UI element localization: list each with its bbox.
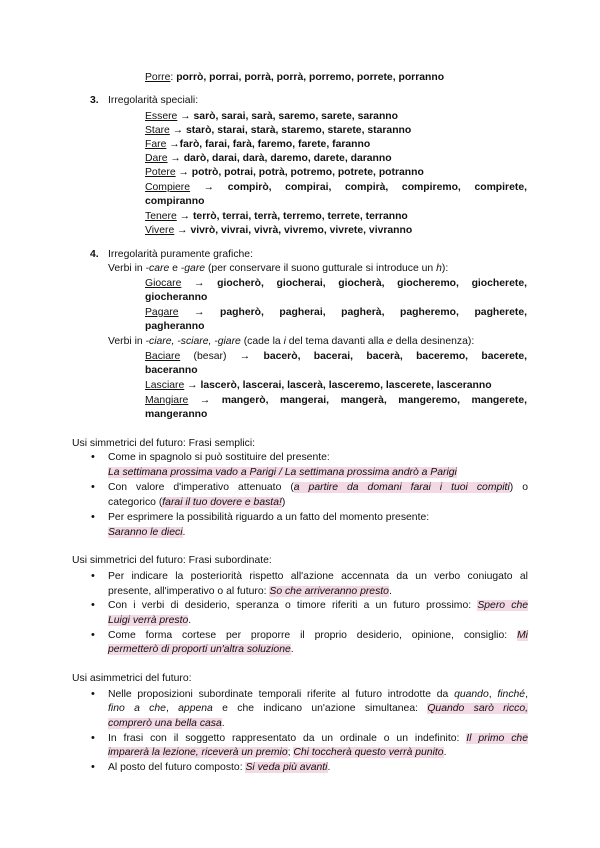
text: ,	[488, 689, 498, 700]
verb-name: Giocare	[145, 278, 182, 289]
example-highlight: La settimana prossima vado a Parigi / La settimana prossima andrò a Parigi	[108, 467, 457, 478]
text: ,	[525, 689, 528, 700]
verb-forms: potrò, potrai, potrà, potremo, potrete, potranno	[191, 167, 424, 178]
text-italic: quando	[454, 689, 489, 700]
sub-b2-line2	[108, 614, 191, 627]
text: Con i verbi di desiderio, speranza o timore riferiti a un futuro prossimo:	[108, 600, 478, 611]
text: (cade la	[240, 336, 284, 347]
verb-forms: giocherò, giocherai, giocherà, giocheremo, giocherete,	[217, 278, 528, 289]
verb-row-baciare	[145, 350, 527, 363]
heading-subordinate: Usi simmetrici del futuro: Frasi subordinate:	[72, 555, 272, 566]
text: presente, all'imperativo o al futuro:	[108, 586, 270, 597]
sub-b3-line2	[108, 643, 294, 656]
asym-b1-line3	[108, 717, 225, 730]
example-highlight: imparerà la lezione, riceverà un premio	[108, 747, 288, 758]
text: Verbi in	[108, 336, 146, 347]
text: (per conservare il suono gutturale si introduce un	[205, 263, 437, 274]
verb-row-essere	[145, 110, 398, 123]
verb-name: Dare	[145, 153, 168, 164]
verb-forms: compirò, compirai, compirà, compiremo, compirete,	[227, 182, 527, 193]
text-italic: e	[386, 336, 393, 347]
verb-row-porre	[145, 71, 444, 84]
verb-row-compiere	[145, 181, 527, 194]
section-title-3: Irregolarità speciali:	[108, 95, 199, 106]
bullet-icon: •	[91, 599, 95, 611]
example-highlight: Si veda più avanti	[245, 762, 328, 773]
arrow-icon: →	[177, 225, 188, 236]
verb-note: (besar)	[180, 351, 240, 362]
verb-name: Porre	[145, 72, 171, 83]
verb-forms: sarò, sarai, sarà, saremo, sarete, saranno	[193, 111, 398, 122]
bullet-icon: •	[91, 629, 95, 641]
text: della desinenza):	[392, 336, 475, 347]
example-highlight: Quando sarò ricco,	[427, 703, 528, 714]
verb-row-tenere	[145, 210, 408, 223]
text: e che indicano un'azione simultanea:	[212, 703, 428, 714]
example-highlight: Saranno le dieci	[108, 527, 183, 538]
text: .	[290, 644, 294, 655]
example-highlight: permetterò di proporti un'altra soluzione	[108, 644, 291, 655]
verb-row-pagare	[145, 306, 527, 319]
verb-forms: pagheranno	[145, 321, 205, 332]
verb-name: Tenere	[145, 211, 177, 222]
verb-row-mangiare	[145, 394, 527, 407]
sub-b3-line1	[108, 629, 528, 642]
verb-row-giocare-cont	[145, 291, 207, 304]
text-italic: appena	[178, 703, 213, 714]
arrow-icon: →	[187, 380, 198, 391]
verb-forms: compiranno	[145, 196, 205, 207]
sub-b1-line1: Per indicare la posteriorità rispetto all'azione accennata da un verbo coniugato al	[108, 571, 528, 582]
verb-name: Mangiare	[145, 395, 189, 406]
asym-b1-line2	[108, 702, 528, 715]
verb-row-dare	[145, 152, 392, 165]
sub-b2-line1	[108, 599, 528, 612]
arrow-icon: →	[203, 182, 215, 193]
example-highlight: Il primo che	[466, 733, 528, 744]
text-italic: i	[283, 336, 286, 347]
verb-row-mangiare-cont	[145, 408, 207, 421]
text: .	[188, 615, 192, 626]
verb-row-baciare-cont	[145, 364, 198, 377]
verb-forms: terrò, terrai, terrà, terremo, terrete, terranno	[192, 211, 408, 222]
simple-b3-example	[108, 526, 185, 539]
text: Nelle proposizioni subordinate temporali riferite al futuro introdotte da	[108, 689, 455, 700]
verb-forms: mangeranno	[145, 409, 208, 420]
verb-name: Vivere	[145, 225, 175, 236]
text: Con valore d'imperativo attenuato (	[108, 482, 294, 493]
text: categorico (	[108, 497, 163, 508]
text-italic: fino a che	[108, 703, 166, 714]
separator: :	[170, 72, 177, 83]
simple-b1-text: Come in spagnolo si può sostituire del presente:	[108, 452, 330, 463]
verb-forms: bacerò, bacerai, bacerà, baceremo, bacerete,	[263, 351, 528, 362]
intro-care-gare	[108, 262, 448, 275]
arrow-icon: →	[169, 139, 180, 150]
intro-ciare	[108, 335, 474, 348]
verb-forms: baceranno	[145, 365, 198, 376]
simple-b3-text: Per esprimere la possibilità riguardo a un fatto del momento presente:	[108, 512, 430, 523]
text: Come forma cortese per proporre il proprio desiderio, opinione, consiglio:	[108, 630, 518, 641]
example-highlight: Mi	[517, 630, 528, 641]
bullet-icon: •	[91, 511, 95, 523]
text: Al posto del futuro composto:	[108, 762, 246, 773]
bullet-icon: •	[91, 570, 95, 582]
verb-row-giocare	[145, 277, 527, 290]
section-number-4: 4.	[90, 249, 99, 260]
text: .	[221, 718, 225, 729]
verb-row-pagare-cont	[145, 320, 204, 333]
example-highlight: So che arriveranno presto	[269, 586, 389, 597]
verb-name: Stare	[145, 125, 170, 136]
text: In frasi con il soggetto rappresentato da un ordinale o un indefinito:	[108, 733, 467, 744]
arrow-icon: →	[194, 278, 205, 289]
arrow-icon: →	[179, 211, 191, 222]
example-highlight: Chi toccherà questo verrà punito	[293, 747, 444, 758]
text-italic: finché	[497, 689, 526, 700]
simple-b2-line2	[108, 496, 285, 509]
verb-name: Fare	[145, 139, 167, 150]
verb-row-stare	[145, 124, 411, 137]
verb-name: Baciare	[145, 351, 181, 362]
example-highlight: Spero che	[477, 600, 529, 611]
text: ,	[165, 703, 179, 714]
arrow-icon: →	[178, 167, 189, 178]
verb-name: Potere	[145, 167, 176, 178]
text-italic: -care	[145, 263, 170, 274]
verb-forms: pagherò, pagherai, pagherà, pagheremo, pagherete,	[220, 307, 527, 318]
verb-row-vivere	[145, 224, 412, 237]
section-number-3: 3.	[90, 95, 99, 106]
text: del tema davanti alla	[285, 336, 387, 347]
example-highlight: comprerò una bella casa	[108, 718, 222, 729]
example-highlight: farai il tuo dovere e basta!	[162, 497, 282, 508]
simple-b1-example	[108, 466, 457, 479]
arrow-icon: →	[239, 351, 251, 362]
bullet-icon: •	[91, 732, 95, 744]
verb-name: Essere	[145, 111, 178, 122]
verb-forms: vivrò, vivrai, vivrà, vivremo, vivrete, vivranno	[190, 225, 413, 236]
text: )	[281, 497, 286, 508]
text: ;	[287, 747, 294, 758]
verb-forms: farò, farai, farà, faremo, farete, faranno	[179, 139, 371, 150]
verb-name: Pagare	[145, 307, 179, 318]
verb-name: Compiere	[145, 182, 191, 193]
text: .	[327, 762, 331, 773]
heading-asymmetric: Usi asimmetrici del futuro:	[72, 673, 192, 684]
asym-b2-line2	[108, 746, 446, 759]
arrow-icon: →	[170, 153, 181, 164]
text-italic: -ciare, -sciare, -giare	[145, 336, 241, 347]
bullet-icon: •	[91, 481, 95, 493]
verb-row-compiere-cont	[145, 195, 204, 208]
arrow-icon: →	[180, 111, 191, 122]
example-highlight: a partire da domani farai i tuoi compiti	[293, 482, 510, 493]
text: .	[388, 586, 392, 597]
section-title-4: Irregolarità puramente grafiche:	[108, 249, 253, 260]
bullet-icon: •	[91, 451, 95, 463]
verb-forms: starò, starai, starà, staremo, starete, staranno	[186, 125, 412, 136]
verb-forms: lascerò, lascerai, lascerà, lasceremo, lascerete, lasceranno	[200, 380, 492, 391]
asym-b3-line1	[108, 761, 330, 774]
arrow-icon: →	[172, 125, 184, 136]
text: Verbi in	[108, 263, 146, 274]
example-highlight: Luigi verrà presto	[108, 615, 189, 626]
verb-forms: mangerò, mangerai, mangerà, mangeremo, mangerete,	[221, 395, 527, 406]
asym-b2-line1	[108, 732, 528, 745]
sub-b1-line2	[108, 585, 392, 598]
text-italic: h	[436, 263, 442, 274]
asym-b1-line1	[108, 688, 528, 701]
verb-forms: giocheranno	[145, 292, 208, 303]
verb-row-fare	[145, 138, 370, 151]
text: ) o	[509, 482, 528, 493]
simple-b2-line1	[108, 481, 528, 494]
text: .	[443, 747, 447, 758]
verb-row-potere	[145, 166, 424, 179]
heading-simple: Usi simmetrici del futuro: Frasi semplici:	[72, 438, 256, 449]
arrow-icon: →	[199, 395, 211, 406]
verb-name: Lasciare	[145, 380, 185, 391]
verb-row-lasciare	[145, 379, 492, 392]
verb-forms: porrò, porrai, porrà, porrà, porremo, porrete, porranno	[176, 72, 445, 83]
bullet-icon: •	[91, 688, 95, 700]
bullet-icon: •	[91, 761, 95, 773]
arrow-icon: →	[194, 307, 205, 318]
text: ):	[441, 263, 449, 274]
verb-forms: darò, darai, darà, daremo, darete, daranno	[183, 153, 392, 164]
text-italic: -gare	[180, 263, 206, 274]
text: e	[169, 263, 181, 274]
text: .	[182, 527, 186, 538]
